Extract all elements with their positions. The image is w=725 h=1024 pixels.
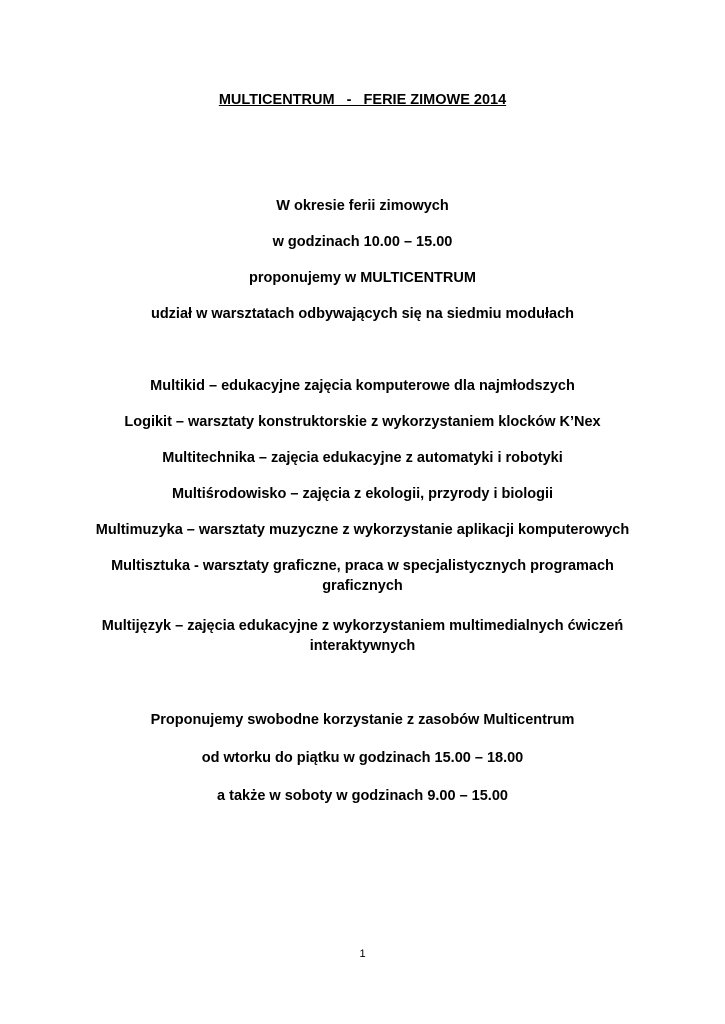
closing-line: od wtorku do piątku w godzinach 15.00 – 18.00 [201, 750, 524, 766]
module-item: Multijęzyk – zajęcia edukacyjne z wykorzystaniem multimedialnych ćwiczeń interaktywnych [101, 618, 624, 654]
document-title: MULTICENTRUM - FERIE ZIMOWE 2014 [218, 92, 507, 108]
intro-line: W okresie ferii zimowych [276, 198, 449, 214]
module-item: Multikid – edukacyjne zajęcia komputerowe dla najmłodszych [150, 378, 575, 394]
page-number: 1 [359, 948, 366, 960]
module-item: Multiśrodowisko – zajęcia z ekologii, przyrody i biologii [171, 486, 554, 502]
module-item: Logikit – warsztaty konstruktorskie z wykorzystaniem klocków K’Nex [124, 414, 601, 430]
closing-line: a także w soboty w godzinach 9.00 – 15.00 [217, 788, 508, 804]
intro-line: proponujemy w MULTICENTRUM [249, 270, 476, 286]
module-item: Multimuzyka – warsztaty muzyczne z wykorzystanie aplikacji komputerowych [95, 522, 630, 538]
intro-line: w godzinach 10.00 – 15.00 [272, 234, 453, 250]
module-item: Multisztuka - warsztaty graficzne, praca w specjalistycznych programach graficznych [111, 558, 614, 594]
module-item: Multitechnika – zajęcia edukacyjne z automatyki i robotyki [162, 450, 563, 466]
closing-line: Proponujemy swobodne korzystanie z zasobów Multicentrum [150, 712, 575, 728]
intro-line: udział w warsztatach odbywających się na siedmiu modułach [150, 306, 575, 322]
